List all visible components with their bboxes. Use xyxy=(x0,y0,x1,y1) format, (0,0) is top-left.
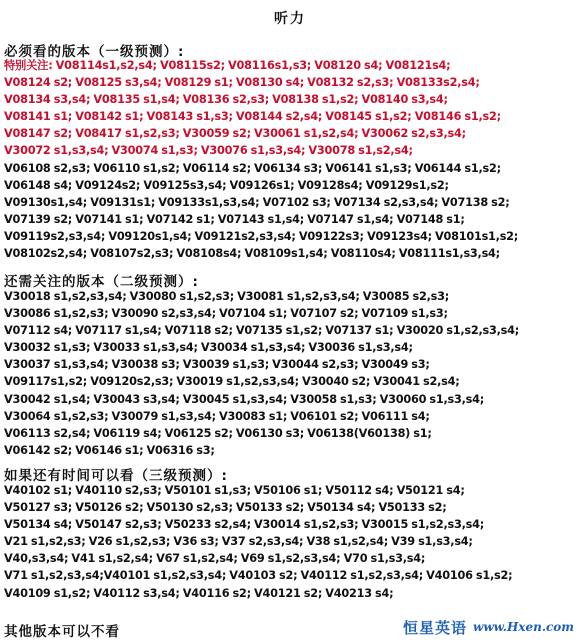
version-line: V30072 s1,s3,s4; V30074 s1,s3; V30076 s1,s3,s4; V30078 s1,s2,s4; xyxy=(4,144,413,158)
version-line: V06108 s2,s3; V06110 s1,s2; V06114 s2; V06134 s3; V06141 s1,s3; V06144 s1,s2; xyxy=(4,161,501,175)
level3-heading: 如果还有时间可以看（三级预测）: xyxy=(4,468,228,484)
level1-lines xyxy=(4,160,576,263)
version-line: V08134 s3,s4; V08135 s1,s4; V08136 s2,s3; V08138 s1,s2; V08140 s3,s4; xyxy=(4,93,448,107)
version-line: V50127 s3; V50126 s2; V50130 s2,s3; V50133 s2; V50134 s4; V50133 s2; xyxy=(4,501,447,515)
version-line: V09130s1,s4; V09131s1; V09133s1,s3,s4; V07102 s3; V07134 s2,s3,s4; V07138 s2; xyxy=(4,195,510,209)
level2-lines xyxy=(4,288,576,459)
version-line: V30037 s1,s3,s4; V30038 s3; V30039 s1,s3; V30044 s2,s3; V30049 s3; xyxy=(4,358,430,372)
level3-lines xyxy=(4,482,576,602)
version-line: V30086 s1,s2,s3; V30090 s2,s3,s4; V07104 s1; V07107 s2; V07109 s1,s3; xyxy=(4,307,448,321)
page-title: 听力 xyxy=(274,11,306,27)
version-line: V09117s1,s2; V09120s2,s3; V30019 s1,s2,s3,s4; V30040 s2; V30041 s2,s4; xyxy=(4,375,460,389)
version-line: V06142 s2; V06146 s1; V06316 s3; xyxy=(4,443,215,457)
logo-chinese-text: 恒星英语 xyxy=(402,618,467,637)
version-line: V07112 s4; V07117 s1,s4; V07118 s2; V07135 s1,s2; V07137 s1; V30020 s1,s2,s3,s4; xyxy=(4,324,520,338)
version-line: V08147 s2; V08417 s1,s2,s3; V30059 s2; V30061 s1,s2,s4; V30062 s2,s3,s4; xyxy=(4,127,466,141)
level2-heading: 还需关注的版本（二级预测）: xyxy=(4,274,199,290)
version-line: V40102 s1; V40110 s2,s3; V50101 s1,s3; V50106 s1; V50112 s4; V50121 s4; xyxy=(4,484,465,497)
version-line: V21 s1,s2,s3; V26 s1,s2,s3; V36 s3; V37 s2,s3,s4; V38 s1,s2,s4; V39 s1,s3,s4; xyxy=(4,535,473,549)
version-line: V30064 s1,s2,s3; V30079 s1,s3,s4; V30083 s1; V06101 s2; V06111 s4; xyxy=(4,409,430,423)
logo-url-text: www.Hxen.com xyxy=(473,620,574,634)
version-line: V30018 s1,s2,s3,s4; V30080 s1,s2,s3; V30081 s1,s2,s3,s4; V30085 s2,s3; xyxy=(4,290,450,303)
version-line: V06148 s4; V09124s2; V09125s3,s4; V09126s1; V09128s4; V09129s1,s2; xyxy=(4,178,449,192)
version-line: V06113 s2,s4; V06119 s4; V06125 s2; V06130 s3; V06138(V60138) s1; xyxy=(4,426,432,440)
level1-special-lines xyxy=(4,57,576,160)
version-line: V40109 s1,s2; V40112 s3,s4; V40116 s2; V40121 s2; V40213 s4; xyxy=(4,586,394,600)
version-line: V08141 s1; V08142 s1; V08143 s1,s3; V08144 s2,s4; V08145 s1,s2; V08146 s1,s2; xyxy=(4,110,501,124)
level1-heading: 必须看的版本（一级预测）: xyxy=(4,44,185,60)
version-line: 特别关注: V08114s1,s2,s4; V08115s2; V08116s1,s3; V08120 s4; V08121s4; xyxy=(4,59,451,72)
version-line: V50134 s4; V50147 s2,s3; V50233 s2,s4; V30014 s1,s2,s3; V30015 s1,s2,s3,s4; xyxy=(4,518,485,532)
version-line: V40,s3,s4; V41 s1,s2,s4; V67 s1,s2,s4; V69 s1,s2,s3,s4; V70 s1,s3,s4; xyxy=(4,552,426,566)
version-line: V30042 s1,s4; V30043 s3,s4; V30045 s1,s3,s4; V30058 s1,s3; V30060 s1,s3,s4; xyxy=(4,392,485,406)
version-line: V08124 s2; V08125 s3,s4; V08129 s1; V08130 s4; V08132 s2,s3; V08133s2,s4; xyxy=(4,76,480,90)
footer-note: 其他版本可以不看 xyxy=(4,624,120,640)
site-logo xyxy=(403,616,574,638)
version-line: V71 s1,s2,s3,s4;V40101 s1,s2,s3,s4; V40103 s2; V40112 s1,s2,s3,s4; V40106 s1,s2; xyxy=(4,569,513,583)
version-line: V09119s2,s3,s4; V09120s1,s4; V09121s2,s3,s4; V09122s3; V09123s4; V08101s1,s2; xyxy=(4,229,519,243)
version-line: V08102s2,s4; V08107s2,s3; V08108s4; V08109s1,s4; V08110s4; V08111s1,s3,s4; xyxy=(4,247,500,261)
version-line: V07139 s2; V07141 s1; V07142 s1; V07143 s1,s4; V07147 s1,s4; V07148 s1; xyxy=(4,212,465,226)
version-line: V30032 s1,s3; V30033 s1,s3,s4; V30034 s1,s3,s4; V30036 s1,s3,s4; xyxy=(4,341,413,355)
